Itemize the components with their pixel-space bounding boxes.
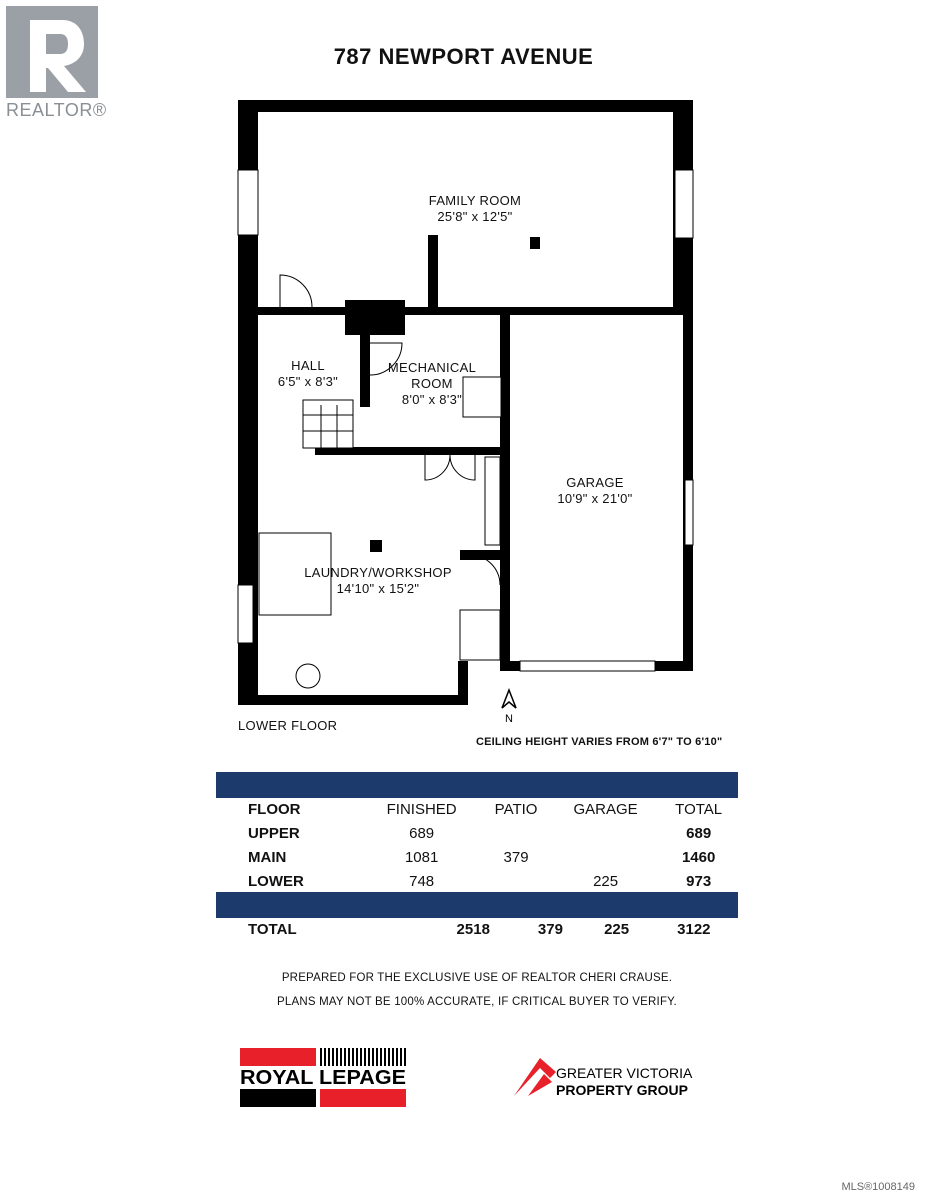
- page-title: 787 NEWPORT AVENUE: [333, 44, 594, 69]
- table-row: [216, 821, 738, 845]
- room-family-name: FAMILY ROOM: [428, 193, 522, 208]
- floor-label: LOWER FLOOR: [238, 718, 338, 733]
- header-total: TOTAL: [675, 800, 723, 818]
- realtor-wordmark: REALTOR®: [6, 100, 107, 120]
- room-family: [400, 193, 550, 225]
- north-arrow: [498, 688, 520, 729]
- table-total-band: [216, 892, 738, 918]
- room-laundry-dims: 14'10" x 15'2": [336, 581, 420, 596]
- table-row: [216, 845, 738, 869]
- north-arrow-icon: [498, 688, 520, 724]
- room-garage-name: GARAGE: [566, 475, 624, 490]
- header-floor: FLOOR: [248, 800, 301, 818]
- royal-lepage-logo: [238, 1046, 408, 1113]
- table-row: [216, 869, 738, 893]
- total-garage: 225: [604, 920, 630, 938]
- room-garage: [540, 475, 650, 507]
- cell-garage: 225: [593, 872, 619, 890]
- gvpg-line1: GREATER VICTORIA: [556, 1065, 693, 1081]
- cell-floor: MAIN: [248, 848, 287, 866]
- cell-floor: UPPER: [248, 824, 300, 842]
- prepared-note: PREPARED FOR THE EXCLUSIVE USE OF REALTOR CHERI CRAUSE.: [281, 972, 673, 984]
- cell-total: 973: [686, 872, 712, 890]
- room-laundry-name: LAUNDRY/WORKSHOP: [304, 565, 452, 580]
- header-garage: GARAGE: [573, 800, 638, 818]
- room-family-dims: 25'8" x 12'5": [437, 209, 513, 224]
- north-label: N: [505, 713, 513, 724]
- cell-total: 689: [686, 824, 712, 842]
- cell-finished: 689: [409, 824, 435, 842]
- table-header-band: [216, 772, 738, 798]
- header-finished: FINISHED: [386, 800, 457, 818]
- room-hall: [268, 358, 348, 390]
- area-total-table: [216, 917, 738, 941]
- royal-lepage-mark-icon: [238, 1046, 408, 1108]
- room-mechanical-name: MECHANICAL ROOM: [387, 360, 477, 391]
- room-laundry: [298, 565, 458, 597]
- gvpg-roof-icon: [510, 1054, 700, 1100]
- room-hall-dims: 6'5" x 8'3": [277, 374, 339, 389]
- cell-patio: [480, 869, 552, 893]
- total-label: TOTAL: [248, 920, 297, 938]
- cell-floor: LOWER: [248, 872, 304, 890]
- accuracy-note: PLANS MAY NOT BE 100% ACCURATE, IF CRITICAL BUYER TO VERIFY.: [277, 996, 677, 1008]
- cell-garage: [552, 845, 659, 869]
- cell-patio: 379: [503, 848, 529, 866]
- total-patio: 379: [537, 920, 563, 938]
- cell-total: 1460: [681, 848, 716, 866]
- room-hall-name: HALL: [291, 358, 325, 373]
- mls-number: MLS®1008149: [841, 1181, 915, 1193]
- room-mechanical-dims: 8'0" x 8'3": [401, 392, 463, 407]
- gvpg-line2: PROPERTY GROUP: [556, 1082, 688, 1098]
- cell-finished: 748: [409, 872, 435, 890]
- ceiling-note: CEILING HEIGHT VARIES FROM 6'7" TO 6'10": [476, 736, 723, 748]
- cell-garage: [552, 821, 659, 845]
- total-total: 3122: [677, 920, 711, 938]
- total-finished: 2518: [456, 920, 490, 938]
- cell-finished: 1081: [404, 848, 439, 866]
- header-patio: PATIO: [494, 800, 538, 818]
- table-header-row: [216, 797, 738, 821]
- gvpg-logo: [510, 1054, 700, 1105]
- floor-plan: [230, 95, 705, 720]
- room-garage-dims: 10'9" x 21'0": [557, 491, 633, 506]
- cell-patio: [480, 821, 552, 845]
- royal-lepage-text: ROYAL LEPAGE: [240, 1067, 406, 1089]
- room-mechanical: [382, 360, 482, 408]
- total-row: [216, 917, 738, 941]
- area-table: [216, 797, 738, 893]
